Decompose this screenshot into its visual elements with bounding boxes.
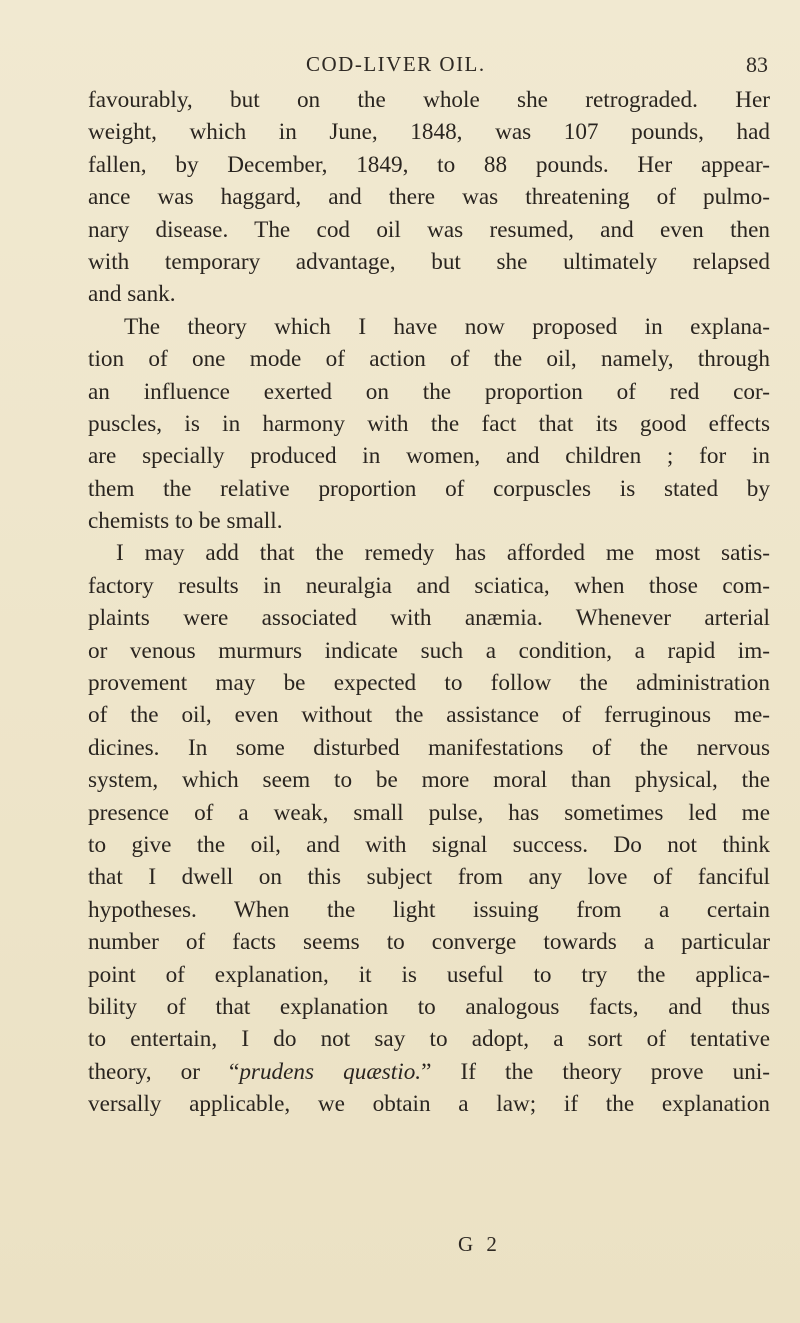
text-line-with-italic xyxy=(88,1056,770,1088)
text-line: favourably, but on the whole she retrograded. Her xyxy=(88,87,770,113)
body-text xyxy=(88,84,770,1121)
page-number: 83 xyxy=(746,52,768,77)
text-line: presence of a weak, small pulse, has sometimes led me xyxy=(88,799,770,826)
text-line: plaints were associated with anæmia. Whenever arterial xyxy=(88,605,770,632)
running-head xyxy=(88,52,768,82)
text-line: provement may be expected to follow the administration xyxy=(88,670,770,697)
running-title: COD-LIVER OIL. xyxy=(306,52,486,76)
text-line: hypotheses. When the light issuing from a certain xyxy=(88,896,770,923)
text-line: factory results in neuralgia and sciatica, when those com- xyxy=(88,572,770,599)
text-line: them the relative proportion of corpuscles is stated by xyxy=(88,475,770,502)
text-line: and sank. xyxy=(88,281,176,308)
text-line: an influence exerted on the proportion of red cor- xyxy=(88,378,770,405)
signature-mark: G 2 xyxy=(458,1232,501,1256)
text-line: or venous murmurs indicate such a condition, a rapid im- xyxy=(88,637,770,664)
text-line: versally applicable, we obtain a law; if the explanation xyxy=(88,1091,770,1118)
text-line: that I dwell on this subject from any love of fanciful xyxy=(88,864,770,891)
text-line: puscles, is in harmony with the fact that its good effects xyxy=(88,410,770,437)
line-prefix: theory, or “ xyxy=(88,1058,240,1085)
text-line: ance was haggard, and there was threatening of pulmo- xyxy=(88,184,770,211)
text-line: point of explanation, it is useful to try the applica- xyxy=(88,961,770,988)
text-line: chemists to be small. xyxy=(88,508,283,535)
text-line: of the oil, even without the assistance of ferruginous me- xyxy=(88,702,770,729)
text-line: to entertain, I do not say to adopt, a sort of tentative xyxy=(88,1026,770,1053)
text-line: are specially produced in women, and children ; for in xyxy=(88,443,770,470)
text-line: bility of that explanation to analogous facts, and thus xyxy=(88,993,770,1020)
text-line: to give the oil, and with signal success. Do not think xyxy=(88,831,770,858)
text-line: nary disease. The cod oil was resumed, and even then xyxy=(88,216,770,243)
text-line: fallen, by December, 1849, to 88 pounds. Her appear- xyxy=(88,151,770,178)
text-line: weight, which in June, 1848, was 107 pounds, had xyxy=(88,119,770,146)
paragraph-start: I may add that the remedy has afforded me most satis- xyxy=(116,540,770,567)
text-line: system, which seem to be more moral than physical, the xyxy=(88,767,770,794)
text-line: dicines. In some disturbed manifestations of the nervous xyxy=(88,734,770,761)
text-line: number of facts seems to converge towards a particular xyxy=(88,929,770,956)
italic-phrase: prudens quæstio. xyxy=(239,1058,422,1085)
text-line: tion of one mode of action of the oil, namely, through xyxy=(88,346,770,373)
line-suffix: ” If the theory prove uni- xyxy=(421,1058,770,1085)
paragraph-start: The theory which I have now proposed in explana- xyxy=(124,313,770,340)
text-line: with temporary advantage, but she ultimately relapsed xyxy=(88,248,770,275)
